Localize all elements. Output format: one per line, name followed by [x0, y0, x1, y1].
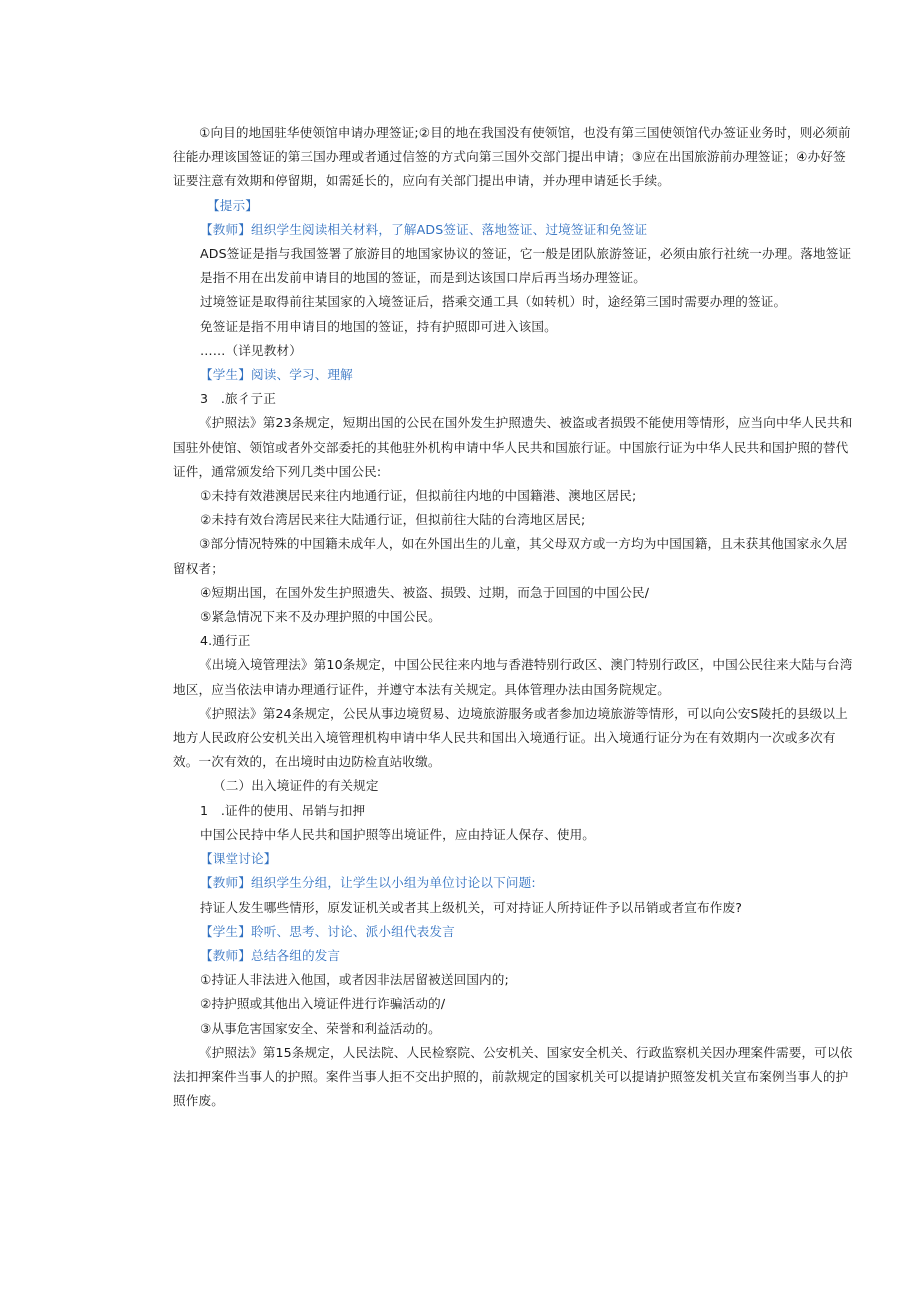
label-tip: 【提示】: [207, 197, 258, 213]
section-heading-regulations: （二）出入境证件的有关规定: [213, 778, 379, 794]
teacher-summary: 【教师】总结各组的发言: [200, 947, 341, 963]
paragraph-passport-law-24: 《护照法》第24条规定，公民从事边境贸易、边境旅游服务或者参加边境旅游等情形，可以向公安S陵托的县级以上地方人民政府公安机关出入境管理机构申请中华人民共和国出入境通行证。出入境通行证分为在有效期内一次或多次有效。一次有效的，在出境时由边防检直站收缴。: [173, 705, 848, 770]
list-item-lost-passport: ④短期出国，在国外发生护照遗失、被盗、损毁、过期，而急于回国的中国公民∕: [200, 584, 650, 600]
list-item-minors: ③部分情况特殊的中国籍未成年人，如在外国出生的儿童，其父母双方或一方均为中国国籍，且未获其他国家永久居留权者；: [173, 536, 848, 576]
paragraph-passport-law-15: 《护照法》第15条规定，人民法院、人民检察院、公安机关、国家安全机关、行政监察机关因办理案件需要，可以依法扣押案件当事人的护照。案件当事人拒不交出护照的，前款规定的国家机关可以提请护照签发机关宣布案例当事人的护照作废。: [173, 1044, 853, 1109]
list-item-security: ③从事危害国家安全、荣誉和利益活动的。: [200, 1020, 441, 1036]
paragraph-visa-free: 免签证是指不用申请目的地国的签证，持有护照即可进入该国。: [200, 318, 557, 334]
paragraph-visa-procedure: ①向目的地国驻华使领馆申请办理签证;②目的地在我国没有使领馆，也没有第三国使领馆代办签证业务时，则必须前往能办理该国签证的第三国办理或者通过信签的方式向第三国外交部门提出申请；③应在出国旅游前办理签证；④办好签证要注意有效期和停留期，如需延长的，应向有关部门提出申请，并办理申请延长手续。: [173, 125, 851, 189]
paragraph-passport-law-23: 《护照法》第23条规定，短期出国的公民在国外发生护照遗失、被盗或者损毁不能使用等情形，应当向中华人民共和国驻外使馆、领馆或者外交部委托的其他驻外机构申请中华人民共和国旅行证。中国旅行证为中华人民共和国护照的替代证件，通常颁发给下列几类中国公民:: [173, 415, 853, 479]
student-activity-discussion: 【学生】聆听、思考、讨论、派小组代表发言: [200, 923, 455, 939]
paragraph-transit-visa: 过境签证是取得前往某国家的入境签证后，搭乘交通工具（如转机）时，途经第三国时需要办理的签证。: [200, 294, 787, 310]
paragraph-see-textbook: ……（详见教材）: [200, 342, 302, 358]
discussion-question: 持证人发生哪些情形，原发证机关或者其上级机关，可对持证人所持证件予以吊销或者宣布作废?: [200, 899, 743, 915]
document-page: [173, 121, 853, 1113]
paragraph-ads-visa: ADS签证是指与我国签署了旅游目的地国家协议的签证，它一般是团队旅游签证，必须由旅行社统一办理。落地签证是指不用在出发前申请目的地国的签证，而是到达该国口岸后再当场办理签证。: [200, 246, 852, 286]
list-item-emergency: ⑤紧急情况下来不及办理护照的中国公民。: [200, 609, 441, 625]
label-class-discussion: 【课堂讨论】: [200, 851, 277, 867]
list-item-taiwan: ②未持有效台湾居民来往大陆通行证，但拟前往大陆的台湾地区居民;: [200, 512, 586, 528]
section-heading-use-revoke: 1 .证件的使用、吊销与扣押: [200, 802, 366, 818]
list-item-fraud: ②持护照或其他出入境证件进行诈骗活动的∕: [200, 996, 446, 1012]
student-activity-reading: 【学生】阅读、学习、理解: [200, 367, 353, 383]
paragraph-certificate-use: 中国公民持中华人民共和国护照等出境证件，应由持证人保存、使用。: [200, 826, 596, 842]
list-item-illegal-entry: ①持证人非法进入他国，或者因非法居留被送回国内的;: [200, 972, 509, 988]
list-item-hk-macao: ①未持有效港澳居民来往内地通行证，但拟前往内地的中国籍港、澳地区居民;: [200, 488, 637, 504]
section-heading-pass: 4.通行正: [200, 633, 251, 649]
section-heading-travel-certificate: 3 .旅彳亍正: [200, 391, 277, 407]
paragraph-exit-entry-law-10: 《出境入境管理法》第10条规定，中国公民往来内地与香港特别行政区、澳门特别行政区，中国公民往来大陆与台湾地区，应当依法申请办理通行证件，并遵守本法有关规定。具体管理办法由国务院规定。: [173, 657, 853, 697]
teacher-instruction-reading: 【教师】组织学生阅读相关材料，了解ADS签证、落地签证、过境签证和免签证: [200, 221, 648, 237]
teacher-instruction-grouping: 【教师】组织学生分组，让学生以小组为单位讨论以下问题:: [200, 875, 536, 891]
